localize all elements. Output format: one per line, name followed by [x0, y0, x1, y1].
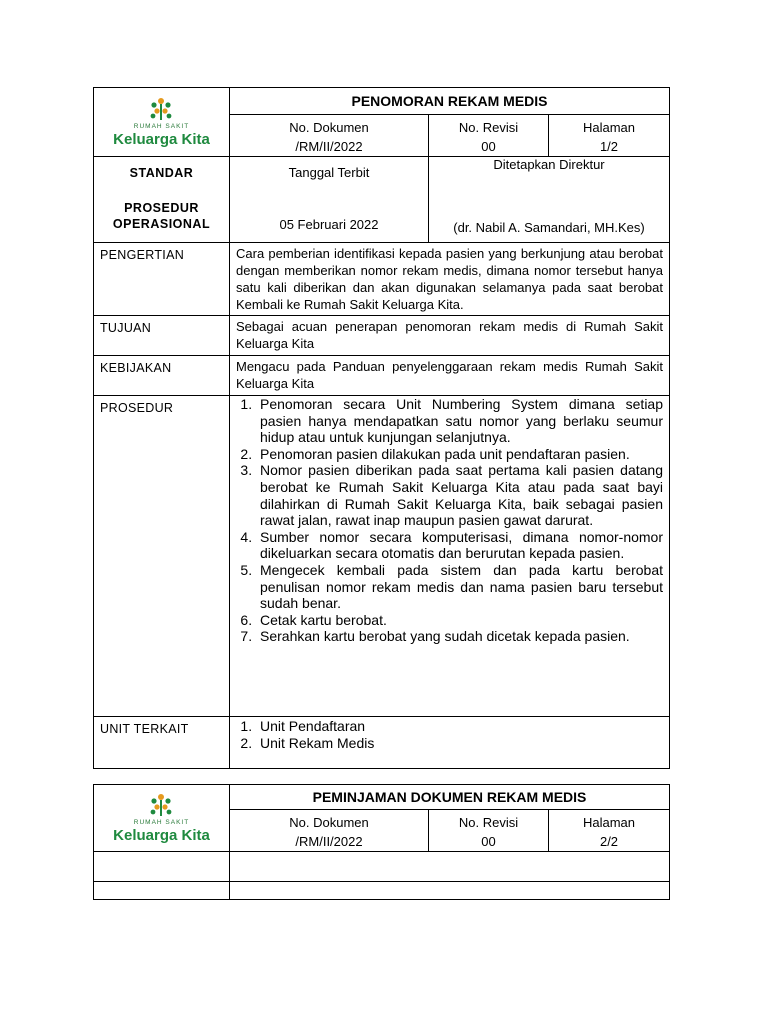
prosedur-label: PROSEDUR	[124, 201, 199, 215]
logo-name: Keluarga Kita	[113, 826, 210, 844]
no-revisi-label: No. Revisi	[458, 815, 519, 830]
logo-cell	[94, 785, 230, 852]
empty-cell	[230, 882, 670, 900]
prosedur-step: 2. Penomoran pasien dilakukan pada unit pendaftaran pasien.	[256, 446, 663, 463]
tujuan-text: Sebagai acuan penerapan penomoran rekam medis di Rumah Sakit Keluarga Kita	[230, 316, 670, 356]
prosedur-step: 7. Serahkan kartu berobat yang sudah dicetak kepada pasien.	[256, 628, 663, 645]
no-revisi-value: 00	[481, 139, 496, 154]
no-revisi-cell	[429, 115, 549, 157]
prosedur-step: 6. Cetak kartu berobat.	[256, 612, 663, 629]
pengertian-label: PENGERTIAN	[94, 243, 230, 316]
unit-item: 2. Unit Rekam Medis	[256, 735, 663, 752]
logo-subtitle: RUMAH SAKIT	[133, 818, 190, 826]
sop-table-peminjaman	[93, 784, 670, 900]
prosedur-section-label: PROSEDUR	[94, 396, 230, 717]
hospital-logo	[113, 97, 210, 148]
operasional-label: OPERASIONAL	[112, 217, 211, 231]
no-dokumen-cell	[230, 115, 429, 157]
logo-name: Keluarga Kita	[113, 130, 210, 148]
unit-terkait-label: UNIT TERKAIT	[94, 717, 230, 769]
halaman-label: Halaman	[582, 815, 636, 830]
ditetapkan-label: Ditetapkan Direktur	[493, 157, 605, 172]
halaman-label: Halaman	[582, 120, 636, 135]
empty-cell	[94, 852, 230, 882]
prosedur-step: 3. Nomor pasien diberikan pada saat pertama kali pasien datang berobat ke Rumah Sakit Keluarga Kita atau pada saat bayi dilahirkan di Rumah Sakit Keluarga Kita, baik sebagai pasien rawat jalan, rawat inap maupun pasien gawat darurat.	[256, 462, 663, 528]
no-revisi-value: 00	[481, 834, 496, 849]
prosedur-step: 5. Mengecek kembali pada sistem dan pada kartu berobat penulisan nomor rekam medis dan nama pasien baru tersebut sudah benar.	[256, 562, 663, 612]
halaman-value: 2/2	[599, 834, 619, 849]
tanggal-terbit-value: 05 Februari 2022	[279, 217, 379, 232]
kebijakan-label: KEBIJAKAN	[94, 356, 230, 396]
tanggal-terbit-cell	[230, 157, 429, 243]
unit-item: 1. Unit Pendaftaran	[256, 718, 663, 735]
no-dokumen-label: No. Dokumen	[289, 120, 369, 135]
tanggal-terbit-label: Tanggal Terbit	[288, 165, 370, 180]
ditetapkan-cell	[429, 157, 670, 243]
sop-table-penomoran	[93, 87, 670, 769]
no-dokumen-value: /RM/II/2022	[295, 139, 363, 154]
no-dokumen-cell	[230, 810, 429, 852]
kebijakan-text: Mengacu pada Panduan penyelenggaraan rekam medis Rumah Sakit Keluarga Kita	[230, 356, 670, 396]
prosedur-content	[230, 396, 670, 717]
halaman-cell	[549, 810, 670, 852]
logo-cell	[94, 88, 230, 157]
standar-cell	[94, 157, 230, 243]
prosedur-step: 1. Penomoran secara Unit Numbering System dimana setiap pasien hanya mendapatkan satu nomor yang berlaku seumur hidup atau untuk kunjungan selanjutnya.	[256, 396, 663, 446]
plant-logo-icon	[148, 793, 174, 817]
prosedur-step: 4. Sumber nomor secara komputerisasi, dimana nomor-nomor dikeluarkan secara otomatis dan berurutan kepada pasien.	[256, 529, 663, 562]
logo-subtitle: RUMAH SAKIT	[133, 122, 190, 130]
no-dokumen-label: No. Dokumen	[289, 815, 369, 830]
no-dokumen-value: /RM/II/2022	[295, 834, 363, 849]
direktur-name: (dr. Nabil A. Samandari, MH.Kes)	[453, 220, 645, 235]
prosedur-list	[230, 396, 669, 645]
empty-cell	[230, 852, 670, 882]
unit-terkait-content	[230, 717, 670, 769]
empty-cell	[94, 882, 230, 900]
document-title: PEMINJAMAN DOKUMEN REKAM MEDIS	[230, 785, 670, 810]
hospital-logo	[113, 793, 210, 844]
no-revisi-cell	[429, 810, 549, 852]
document-title: PENOMORAN REKAM MEDIS	[230, 88, 670, 115]
halaman-cell	[549, 115, 670, 157]
pengertian-text: Cara pemberian identifikasi kepada pasien yang berkunjung atau berobat dengan memberikan nomor rekam medis, dimana nomor tersebut hanya satu kali diberikan dan akan digunakan selamanya pada saat berobat Kembali ke Rumah Sakit Keluarga Kita.	[230, 243, 670, 316]
standar-label: STANDAR	[129, 166, 194, 180]
no-revisi-label: No. Revisi	[458, 120, 519, 135]
plant-logo-icon	[148, 97, 174, 121]
tujuan-label: TUJUAN	[94, 316, 230, 356]
unit-list	[230, 718, 669, 751]
halaman-value: 1/2	[599, 139, 619, 154]
